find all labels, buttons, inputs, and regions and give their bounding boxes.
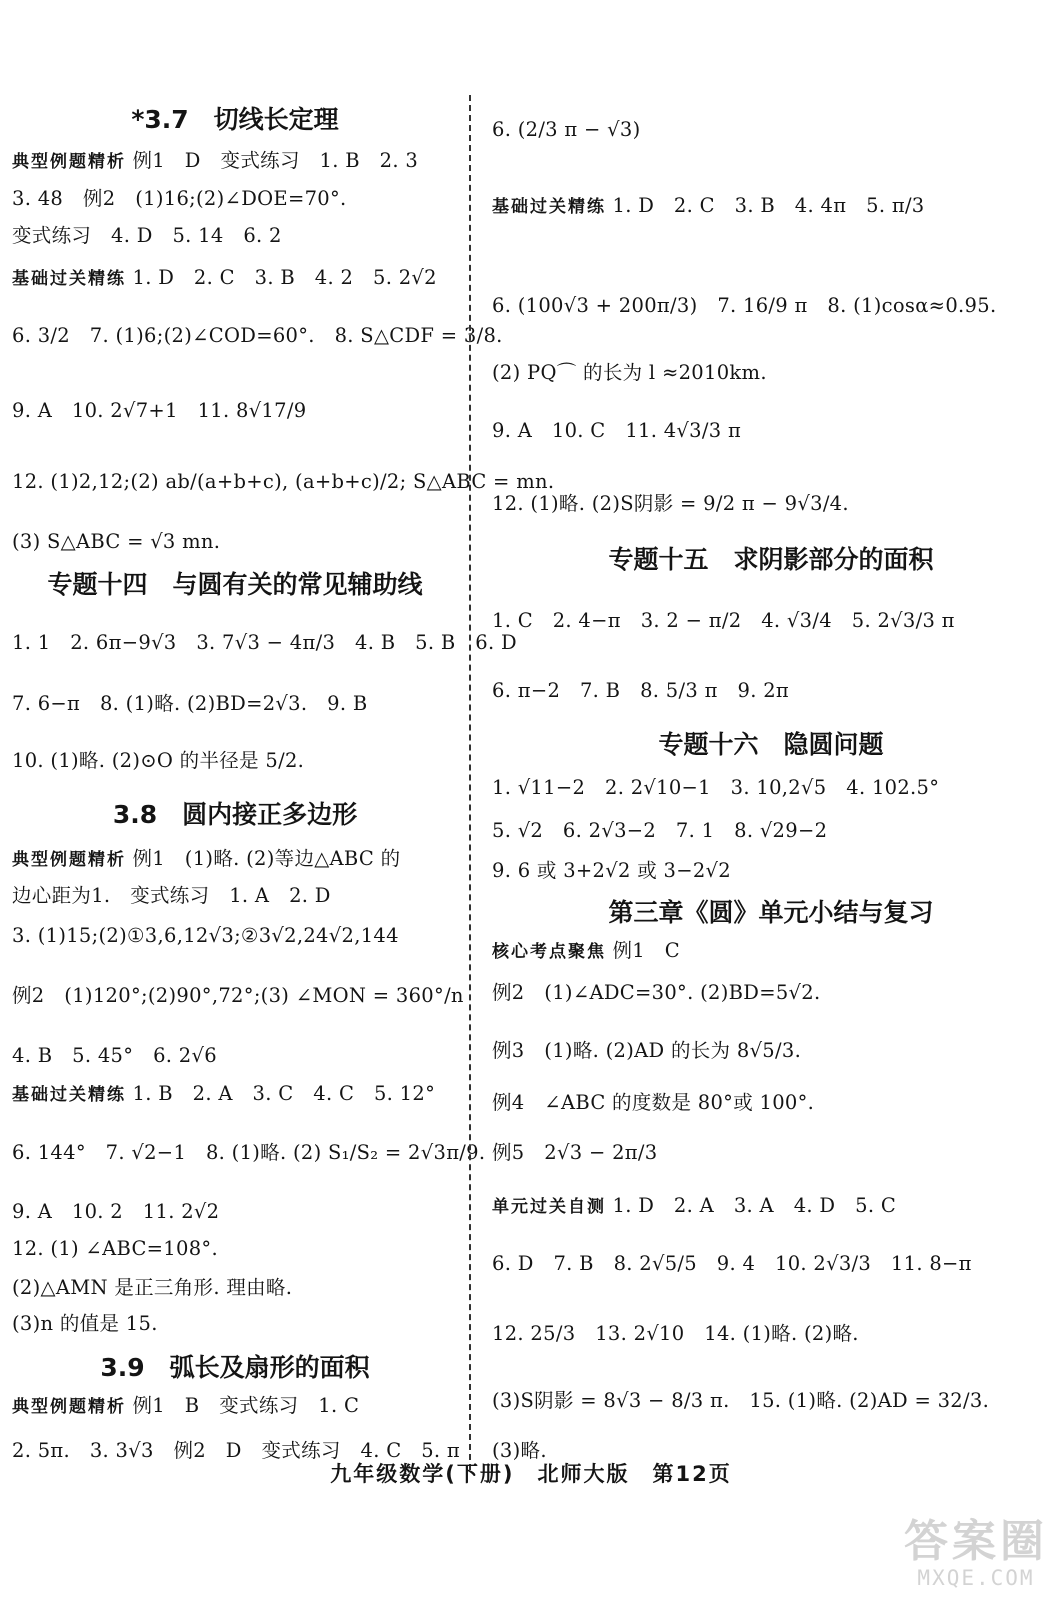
answer-line: [12, 980, 464, 1008]
answer-text: 6. 144° 7. √2−1 8. (1)略. (2) S₁/S₂ = 2√3π/9.: [12, 1141, 486, 1164]
answer-line: [492, 605, 955, 633]
answer-line: [492, 772, 939, 800]
section-label: 基础过关精练: [492, 197, 606, 217]
answer-line: [12, 627, 517, 655]
answer-text: 例1 D 变式练习 1. B 2. 3: [126, 149, 419, 172]
answer-line: [492, 815, 827, 843]
answer-text: 3. 48 例2 (1)16;(2)∠DOE=70°.: [12, 187, 347, 210]
answer-text: 10. (1)略. (2)⊙O 的半径是 5/2.: [12, 749, 305, 772]
answer-text: 3. (1)15;(2)①3,6,12√3;②3√2,24√2,144: [12, 924, 399, 947]
answer-text: 12. (1) ∠ABC=108°.: [12, 1237, 218, 1260]
section-label: 典型例题精析: [12, 1397, 126, 1417]
answer-text: 边心距为1. 变式练习 1. A 2. D: [12, 884, 331, 907]
answer-line: [12, 1237, 218, 1260]
answer-line: [12, 1308, 158, 1336]
answer-line: [12, 320, 503, 348]
answer-text: 例1 C: [606, 939, 681, 962]
section-label: 典型例题精析: [12, 850, 126, 870]
answer-line: [12, 220, 282, 248]
answer-line: [492, 1087, 814, 1115]
answer-text: 4. B 5. 45° 6. 2√6: [12, 1044, 217, 1067]
watermark-url: MXQE.COM: [917, 1566, 1035, 1590]
answer-line: [492, 1190, 896, 1218]
section-heading: 专题十五 求阴影部分的面积: [608, 545, 934, 574]
answer-text: (3)S阴影 = 8√3 − 8/3 π. 15. (1)略. (2)AD = 32/3.: [492, 1389, 990, 1412]
answer-text: (3)n 的值是 15.: [12, 1312, 158, 1335]
section-heading: 专题十六 隐圆问题: [658, 730, 884, 759]
answer-line: [492, 855, 731, 883]
answer-text: 12. (1)2,12;(2) ab/(a+b+c), (a+b+c)/2; S△ABC = mn.: [12, 470, 555, 493]
answer-text: 1. √11−2 2. 2√10−1 3. 10,2√5 4. 102.5°: [492, 776, 940, 799]
answer-line: [12, 843, 400, 871]
answer-text: 变式练习 4. D 5. 14 6. 2: [12, 224, 282, 247]
section-heading: 专题十四 与圆有关的常见辅助线: [47, 570, 423, 599]
answer-line: [492, 190, 925, 218]
answer-line: [492, 1035, 801, 1063]
answer-line: [12, 1078, 435, 1106]
page-footer: 九年级数学(下册) 北师大版 第12页: [330, 1462, 732, 1486]
answer-line: [12, 262, 437, 290]
right-column: [480, 0, 1062, 1470]
answer-text: 例4 ∠ABC 的度数是 80°或 100°.: [492, 1091, 815, 1114]
answer-text: 1. D 2. C 3. B 4. 4π 5. π/3: [606, 194, 925, 217]
answer-text: 12. 25/3 13. 2√10 14. (1)略. (2)略.: [492, 1322, 859, 1345]
answer-line: [492, 1248, 972, 1276]
answer-text: 例2 (1)∠ADC=30°. (2)BD=5√2.: [492, 981, 821, 1004]
answer-line: [12, 924, 399, 947]
answer-text: (3) S△ABC = √3 mn.: [12, 530, 221, 553]
section-label: 基础过关精练: [12, 269, 126, 289]
answer-line: [12, 745, 304, 773]
answer-line: [492, 935, 680, 963]
watermark-logo: 答案圈: [904, 1515, 1048, 1567]
section-heading: 3.9 弧长及扇形的面积: [100, 1353, 370, 1382]
answer-text: 6. (2/3 π − √3): [492, 118, 641, 141]
column-divider: [469, 95, 471, 1470]
answer-line: [492, 1385, 989, 1413]
answer-line: [492, 1137, 657, 1165]
section-label: 核心考点聚焦: [492, 942, 606, 962]
answer-text: 6. (100√3 + 200π/3) 7. 16/9 π 8. (1)cosα≈0.95.: [492, 294, 997, 317]
answer-text: 1. D 2. C 3. B 4. 2 5. 2√2: [126, 266, 437, 289]
section-heading: 3.8 圆内接正多边形: [112, 800, 358, 829]
answer-line: [12, 1137, 485, 1165]
answer-text: 6. D 7. B 8. 2√5/5 9. 4 10. 2√3/3 11. 8−π: [492, 1252, 972, 1275]
watermark: [904, 1515, 1048, 1590]
answer-line: [12, 1196, 219, 1224]
answer-text: 5. √2 6. 2√3−2 7. 1 8. √29−2: [492, 819, 828, 842]
answer-text: 例2 (1)120°;(2)90°,72°;(3) ∠MON = 360°/n: [12, 984, 464, 1007]
answer-text: 1. 1 2. 6π−9√3 3. 7√3 − 4π/3 4. B 5. B 6. D: [12, 631, 517, 654]
answer-line: [12, 183, 347, 211]
answer-text: (3)略.: [492, 1439, 547, 1462]
answer-line: [12, 1040, 217, 1068]
answer-text: 例1 (1)略. (2)等边△ABC 的: [126, 847, 401, 870]
answer-line: [12, 1390, 359, 1418]
answer-text: (2)△AMN 是正三角形. 理由略.: [12, 1276, 293, 1299]
answer-text: 例5 2√3 − 2π/3: [492, 1141, 658, 1164]
answer-text: 2. 5π. 3. 3√3 例2 D 变式练习 4. C 5. π: [12, 1439, 461, 1462]
answer-text: 9. A 10. C 11. 4√3/3 π: [492, 419, 742, 442]
answer-line: [492, 118, 640, 141]
answer-line: [492, 977, 820, 1005]
answer-line: [492, 488, 849, 516]
answer-line: [12, 688, 367, 716]
answer-line: [12, 145, 418, 173]
answer-line: [492, 415, 741, 443]
answer-line: [492, 290, 996, 318]
answer-line: [12, 395, 306, 423]
answer-text: 9. A 10. 2 11. 2√2: [12, 1200, 220, 1223]
answer-text: 7. 6−π 8. (1)略. (2)BD=2√3. 9. B: [12, 692, 368, 715]
section-heading: 第三章《圆》单元小结与复习: [608, 898, 934, 927]
answer-text: 例1 B 变式练习 1. C: [126, 1394, 360, 1417]
answer-text: 1. B 2. A 3. C 4. C 5. 12°: [126, 1082, 436, 1105]
answer-line: [492, 675, 789, 703]
answer-line: [12, 530, 220, 553]
answer-line: [492, 357, 767, 385]
section-label: 典型例题精析: [12, 152, 126, 172]
answer-text: 9. 6 或 3+2√2 或 3−2√2: [492, 859, 731, 882]
answer-line: [12, 470, 554, 493]
answer-text: (2) PQ⌒ 的长为 l ≈2010km.: [492, 361, 767, 384]
section-label: 基础过关精练: [12, 1085, 126, 1105]
answer-text: 6. π−2 7. B 8. 5/3 π 9. 2π: [492, 679, 790, 702]
section-label: 单元过关自测: [492, 1197, 606, 1217]
answer-line: [12, 880, 331, 908]
answer-text: 例3 (1)略. (2)AD 的长为 8√5/3.: [492, 1039, 802, 1062]
answer-text: 12. (1)略. (2)S阴影 = 9/2 π − 9√3/4.: [492, 492, 849, 515]
answer-text: 1. D 2. A 3. A 4. D 5. C: [606, 1194, 897, 1217]
answer-line: [492, 1318, 859, 1346]
answer-line: [12, 1272, 292, 1300]
section-heading: *3.7 切线长定理: [131, 105, 339, 134]
answer-text: 6. 3/2 7. (1)6;(2)∠COD=60°. 8. S△CDF = 3/8.: [12, 324, 503, 347]
answer-text: 9. A 10. 2√7+1 11. 8√17/9: [12, 399, 307, 422]
answer-text: 1. C 2. 4−π 3. 2 − π/2 4. √3/4 5. 2√3/3 π: [492, 609, 955, 632]
